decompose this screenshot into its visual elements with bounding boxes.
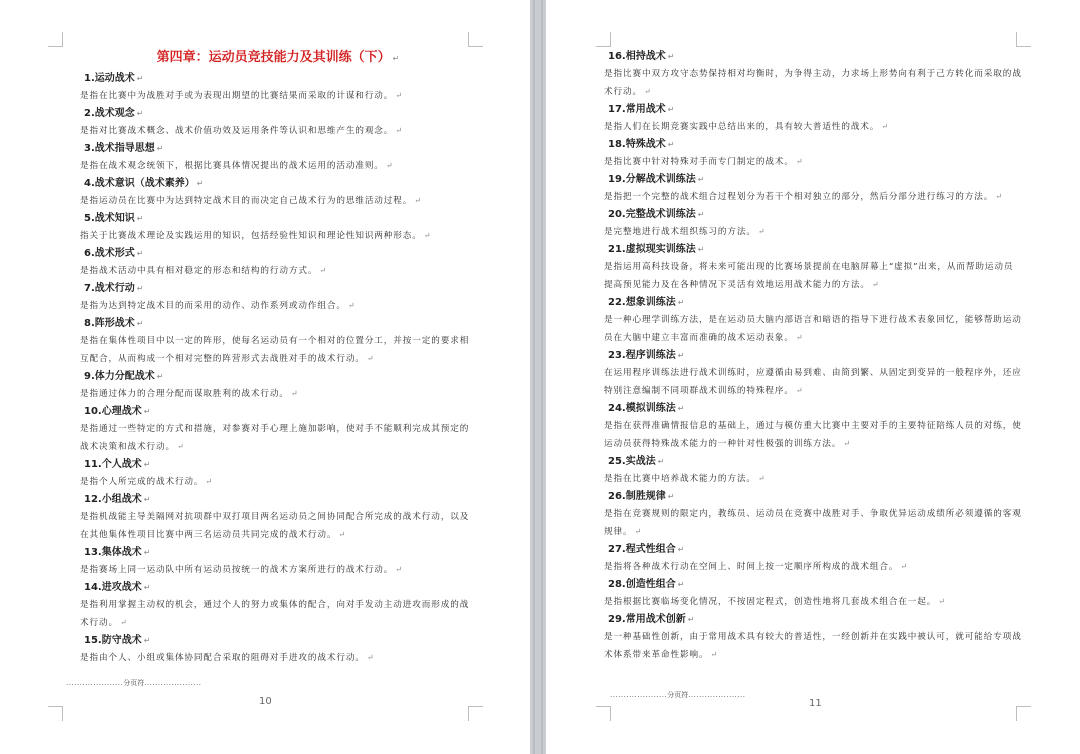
entry-description: 是指将各种战术行动在空间上、时间上按一定顺序所构成的战术组合。 ↵	[604, 562, 908, 572]
entry-description: 是指在集体性项目中以一定的阵形，使每名运动员有一个相对的位置分工，并按一定的要求相互配合，从而构成一个相对完整的阵营形式去战胜对手的战术行动。 ↵	[80, 336, 470, 364]
entry-description: 是指赛场上同一运动队中所有运动员按统一的战术方案所进行的战术行动。 ↵	[80, 565, 403, 575]
entry-term: 9.体力分配战术 ↵	[84, 371, 164, 382]
glossary-entry	[80, 70, 476, 105]
entry-description: 是指为达到特定战术目的而采用的动作、动作系列或动作组合。 ↵	[80, 301, 356, 311]
entry-description: 指关于比赛战术理论及实践运用的知识，包括经验性知识和理论性知识两种形态。 ↵	[80, 231, 432, 241]
page-break-marker: .....................分页符.....................	[610, 691, 746, 699]
glossary-entry	[80, 175, 476, 210]
entry-description: 是指把一个完整的战术组合过程划分为若干个相对独立的部分，然后分部分进行练习的方法。 ↵	[604, 192, 1003, 202]
glossary-entry	[604, 241, 1022, 294]
entry-term: 29.常用战术创新 ↵	[608, 614, 695, 625]
entry-description: 是指通过一些特定的方式和措施，对参赛对手心理上施加影响，使对手不能顺利完成其预定的战术决策和战术行动。 ↵	[80, 424, 470, 452]
entry-description: 在运用程序训练法进行战术训练时，应遵循由易到难、由简到繁、从固定到变异的一般程序外，还应特别注意编制不同项群战术训练的特殊程序。 ↵	[604, 368, 1022, 396]
entry-term: 6.战术形式 ↵	[84, 248, 144, 259]
entry-description: 是指比赛中双方攻守态势保持相对均衡时，为争得主动，力求场上形势向有利于己方转化而采取的战术行动。 ↵	[604, 69, 1022, 97]
right-entry-list	[604, 48, 1022, 664]
entry-description: 是指根据比赛临场变化情况，不按固定程式，创造性地将几套战术组合在一起。 ↵	[604, 597, 946, 607]
entry-term: 5.战术知识 ↵	[84, 213, 144, 224]
entry-description: 是指由个人、小组或集体协同配合采取的阻碍对手进攻的战术行动。 ↵	[80, 653, 375, 663]
page-gutter	[530, 0, 546, 754]
glossary-entry	[604, 171, 1022, 206]
entry-term: 7.战术行动 ↵	[84, 283, 144, 294]
glossary-entry	[80, 140, 476, 175]
entry-term: 14.进攻战术 ↵	[84, 582, 151, 593]
glossary-entry	[604, 541, 1022, 576]
glossary-entry	[604, 400, 1022, 453]
glossary-entry	[80, 280, 476, 315]
entry-description: 是一种基础性创新，由于常用战术具有较大的普适性，一经创新并在实践中被认可，就可能给专项战术体系带来革命性影响。 ↵	[604, 632, 1022, 660]
entry-term: 8.阵形战术 ↵	[84, 318, 144, 329]
crop-mark-top-right	[1016, 32, 1031, 47]
glossary-entry	[604, 488, 1022, 541]
crop-mark-bottom-right	[1016, 706, 1031, 721]
entry-term: 23.程序训练法 ↵	[608, 350, 685, 361]
entry-description: 是指比赛中针对特殊对手而专门制定的战术。 ↵	[604, 157, 804, 167]
entry-description: 是完整地进行战术组织练习的方法。 ↵	[604, 227, 766, 237]
entry-term: 15.防守战术 ↵	[84, 635, 151, 646]
glossary-entry	[80, 579, 476, 632]
entry-term: 12.小组战术 ↵	[84, 494, 151, 505]
entry-description: 是指运动员在比赛中为达到特定战术目的而决定自己战术行为的思维活动过程。 ↵	[80, 196, 422, 206]
glossary-entry	[80, 245, 476, 280]
glossary-entry	[604, 294, 1022, 347]
crop-mark-bottom-left	[48, 706, 63, 721]
entry-term: 24.模拟训练法 ↵	[608, 403, 685, 414]
entry-term: 10.心理战术 ↵	[84, 406, 151, 417]
entry-term: 2.战术观念 ↵	[84, 108, 144, 119]
glossary-entry	[80, 632, 476, 667]
entry-description: 是指运用高科技设备，将未来可能出现的比赛场景提前在电脑屏幕上“虚拟”出来，从而帮助运动员提高预见能力及在各种情况下灵活有效地运用战术能力的方法。 ↵	[604, 262, 1014, 290]
page-number: 10	[259, 696, 272, 707]
entry-description: 是指个人所完成的战术行动。 ↵	[80, 477, 214, 487]
glossary-entry	[80, 544, 476, 579]
chapter-title: 第四章：运动员竞技能力及其训练（下） ↵	[156, 50, 400, 65]
entry-term: 13.集体战术 ↵	[84, 547, 151, 558]
entry-description: 是指机战能主导美隔网对抗项群中双打项目两名运动员之间协同配合所完成的战术行动，以及在其他集体性项目比赛中两三名运动员共同完成的战术行动。 ↵	[80, 512, 470, 540]
entry-term: 21.虚拟现实训练法 ↵	[608, 244, 705, 255]
glossary-entry	[80, 210, 476, 245]
entry-description: 是指在比赛中培养战术能力的方法。 ↵	[604, 474, 766, 484]
entry-description: 是指在战术观念统领下，根据比赛具体情况提出的战术运用的活动准则。 ↵	[80, 161, 394, 171]
right-page-content	[604, 48, 1022, 664]
entry-term: 16.相持战术 ↵	[608, 51, 675, 62]
glossary-entry	[604, 48, 1022, 101]
glossary-entry	[80, 456, 476, 491]
glossary-entry	[604, 453, 1022, 488]
entry-term: 11.个人战术 ↵	[84, 459, 151, 470]
glossary-entry	[604, 611, 1022, 664]
left-page-content	[80, 50, 476, 667]
crop-mark-top-left	[48, 32, 63, 47]
entry-term: 1.运动战术 ↵	[84, 73, 144, 84]
entry-term: 17.常用战术 ↵	[608, 104, 675, 115]
page-break-marker: .....................分页符.....................	[66, 679, 202, 687]
entry-description: 是指在获得准确情报信息的基础上，通过与模仿重大比赛中主要对手的主要特征陪练人员的对练，使运动员获得特殊战术能力的一种针对性极强的训练方法。 ↵	[604, 421, 1022, 449]
entry-description: 是指战术活动中具有相对稳定的形态和结构的行动方式。 ↵	[80, 266, 327, 276]
entry-term: 27.程式性组合 ↵	[608, 544, 685, 555]
entry-term: 28.创造性组合 ↵	[608, 579, 685, 590]
entry-description: 是指利用掌握主动权的机会，通过个人的努力或集体的配合，向对手发动主动进攻而形成的战术行动。 ↵	[80, 600, 470, 628]
left-page	[0, 0, 530, 754]
entry-term: 18.特殊战术 ↵	[608, 139, 675, 150]
entry-term: 3.战术指导思想 ↵	[84, 143, 164, 154]
entry-description: 是指人们在长期竞赛实践中总结出来的，具有较大普适性的战术。 ↵	[604, 122, 889, 132]
crop-mark-top-left	[596, 32, 611, 47]
glossary-entry	[604, 206, 1022, 241]
entry-term: 4.战术意识（战术素养） ↵	[84, 178, 204, 189]
glossary-entry	[80, 105, 476, 140]
entry-term: 20.完整战术训练法 ↵	[608, 209, 705, 220]
glossary-entry	[80, 315, 476, 368]
crop-mark-bottom-left	[596, 706, 611, 721]
glossary-entry	[80, 403, 476, 456]
left-entry-list	[80, 70, 476, 667]
glossary-entry	[604, 101, 1022, 136]
glossary-entry	[80, 491, 476, 544]
entry-term: 19.分解战术训练法 ↵	[608, 174, 705, 185]
entry-description: 是一种心理学训练方法，是在运动员大脑内部语言和暗语的指导下进行战术表象回忆，能够帮助运动员在大脑中建立丰富而准确的战术运动表象。 ↵	[604, 315, 1022, 343]
entry-term: 22.想象训练法 ↵	[608, 297, 685, 308]
glossary-entry	[604, 347, 1022, 400]
entry-term: 25.实战法 ↵	[608, 456, 665, 467]
glossary-entry	[604, 136, 1022, 171]
entry-description: 是指对比赛战术概念、战术价值功效及运用条件等认识和思维产生的观念。 ↵	[80, 126, 403, 136]
entry-description: 是指在比赛中为战胜对手或为表现出期望的比赛结果而采取的计谋和行动。 ↵	[80, 91, 403, 101]
glossary-entry	[604, 576, 1022, 611]
crop-mark-bottom-right	[468, 706, 483, 721]
glossary-entry	[80, 368, 476, 403]
entry-term: 26.制胜规律 ↵	[608, 491, 675, 502]
crop-mark-top-right	[468, 32, 483, 47]
entry-description: 是指通过体力的合理分配而谋取胜利的战术行动。 ↵	[80, 389, 299, 399]
right-page	[546, 0, 1080, 754]
page-number: 11	[809, 698, 822, 709]
entry-description: 是指在竞赛规则的限定内，教练员、运动员在竞赛中战胜对手、争取优异运动成绩所必须遵循的客观规律。 ↵	[604, 509, 1022, 537]
